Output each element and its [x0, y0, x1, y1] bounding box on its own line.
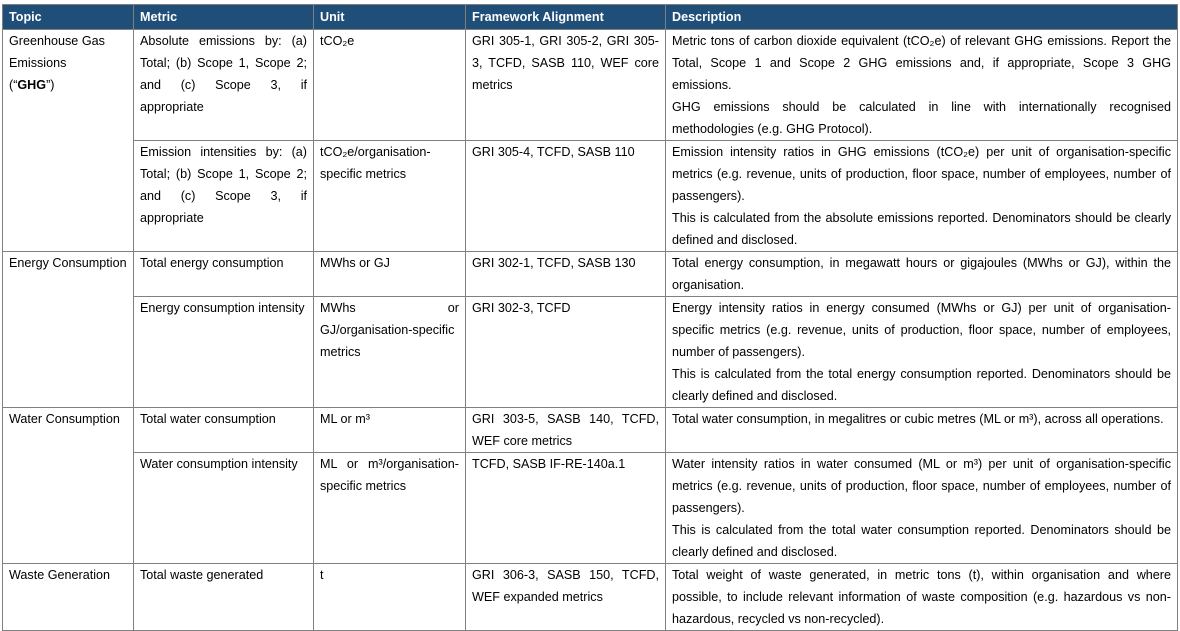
framework-cell: GRI 306-3, SASB 150, TCFD, WEF expanded metrics	[466, 564, 666, 631]
description-cell	[666, 30, 1178, 141]
unit-cell: t	[314, 564, 466, 631]
framework-cell: TCFD, SASB IF-RE-140a.1	[466, 453, 666, 564]
description-paragraph: Total energy consumption, in megawatt hours or gigajoules (MWhs or GJ), within the organisation.	[672, 256, 1171, 292]
description-paragraph: Water intensity ratios in water consumed (ML or m³) per unit of organisation-specific metrics (e.g. revenue, units of production, floor space, number of employees, number of passengers).	[672, 457, 1171, 515]
unit-cell: tCO₂e/organisation-specific metrics	[314, 141, 466, 252]
description-paragraph: Total water consumption, in megalitres or cubic metres (ML or m³), across all operations.	[672, 412, 1164, 426]
table-row	[3, 30, 1178, 141]
description-paragraph: GHG emissions should be calculated in line with internationally recognised methodologies (e.g. GHG Protocol).	[672, 100, 1171, 136]
unit-cell: ML or m³	[314, 408, 466, 453]
metric-cell: Total waste generated	[134, 564, 314, 631]
table-row	[3, 453, 1178, 564]
table-row	[3, 297, 1178, 408]
header-framework: Framework Alignment	[466, 5, 666, 30]
description-paragraph: Total weight of waste generated, in metric tons (t), within organisation and where possible, to include relevant information of waste composition (e.g. hazardous vs non-hazardous, recycled vs non-recycled).	[672, 568, 1171, 626]
description-paragraph: This is calculated from the total water consumption reported. Denominators should be clearly defined and disclosed.	[672, 523, 1171, 559]
topic-ghg-label: Greenhouse Gas Emissions	[9, 34, 105, 70]
header-metric: Metric	[134, 5, 314, 30]
table-row	[3, 141, 1178, 252]
metric-cell: Absolute emissions by: (a) Total; (b) Scope 1, Scope 2; and (c) Scope 3, if appropriate	[134, 30, 314, 141]
table-row	[3, 252, 1178, 297]
topic-water: Water Consumption	[3, 408, 134, 564]
description-paragraph: Metric tons of carbon dioxide equivalent (tCO₂e) of relevant GHG emissions. Report the Total, Scope 1 and Scope 2 GHG emissions and, if appropriate, Scope 3 GHG emissions.	[672, 34, 1171, 92]
topic-ghg-abbrev: GHG	[17, 78, 47, 92]
metric-cell: Total water consumption	[134, 408, 314, 453]
framework-cell: GRI 305-4, TCFD, SASB 110	[466, 141, 666, 252]
unit-cell: MWhs or GJ/organisation-specific metrics	[314, 297, 466, 408]
description-cell	[666, 564, 1178, 631]
table-row	[3, 408, 1178, 453]
description-cell	[666, 408, 1178, 453]
description-cell	[666, 453, 1178, 564]
metric-cell: Energy consumption intensity	[134, 297, 314, 408]
unit-cell: tCO₂e	[314, 30, 466, 141]
framework-cell: GRI 305-1, GRI 305-2, GRI 305-3, TCFD, SASB 110, WEF core metrics	[466, 30, 666, 141]
unit-cell: ML or m³/organisation-specific metrics	[314, 453, 466, 564]
header-topic: Topic	[3, 5, 134, 30]
topic-waste: Waste Generation	[3, 564, 134, 631]
description-cell	[666, 141, 1178, 252]
description-paragraph: Emission intensity ratios in GHG emissions (tCO₂e) per unit of organisation-specific metrics (e.g. revenue, units of production, floor space, number of employees, number of passengers).	[672, 145, 1171, 203]
description-paragraph: This is calculated from the absolute emissions reported. Denominators should be clearly defined and disclosed.	[672, 211, 1171, 247]
metric-cell: Emission intensities by: (a) Total; (b) Scope 1, Scope 2; and (c) Scope 3, if appropriate	[134, 141, 314, 252]
framework-cell: GRI 302-1, TCFD, SASB 130	[466, 252, 666, 297]
framework-cell: GRI 302-3, TCFD	[466, 297, 666, 408]
header-row	[3, 5, 1178, 30]
metrics-table	[2, 4, 1178, 631]
metric-cell: Total energy consumption	[134, 252, 314, 297]
description-cell	[666, 252, 1178, 297]
framework-cell: GRI 303-5, SASB 140, TCFD, WEF core metrics	[466, 408, 666, 453]
description-cell	[666, 297, 1178, 408]
unit-cell: MWhs or GJ	[314, 252, 466, 297]
metric-cell: Water consumption intensity	[134, 453, 314, 564]
header-description: Description	[666, 5, 1178, 30]
topic-energy: Energy Consumption	[3, 252, 134, 408]
description-paragraph: This is calculated from the total energy consumption reported. Denominators should be clearly defined and disclosed.	[672, 367, 1171, 403]
topic-ghg: Greenhouse Gas Emissions (“GHG”)	[3, 30, 134, 252]
description-paragraph: Energy intensity ratios in energy consumed (MWhs or GJ) per unit of organisation-specific metrics (e.g. revenue, units of production, floor space, number of employees, number of passengers).	[672, 301, 1171, 359]
header-unit: Unit	[314, 5, 466, 30]
table-row	[3, 564, 1178, 631]
